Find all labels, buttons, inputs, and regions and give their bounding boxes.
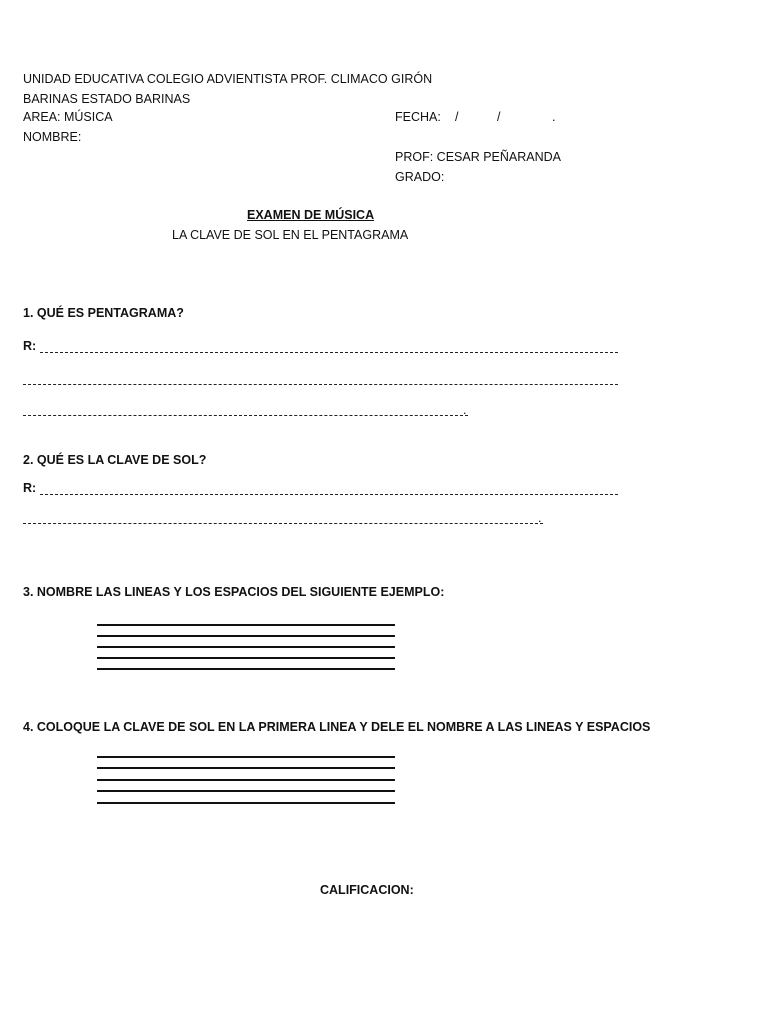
staff-line [97,668,395,670]
staff-line [97,624,395,626]
question-2: 2. QUÉ ES LA CLAVE DE SOL? [23,453,207,467]
question-4: 4. COLOQUE LA CLAVE DE SOL EN LA PRIMERA LINEA Y DELE EL NOMBRE A LAS LINEAS Y ESPACIOS [23,720,651,734]
grade-level-label: GRADO: [395,170,445,184]
exam-title: EXAMEN DE MÚSICA [247,208,375,222]
answer-line[interactable] [40,494,618,495]
date-label: FECHA: [395,110,441,124]
staff-line [97,767,395,769]
staff-example [97,622,395,672]
staff-exercise[interactable] [97,755,395,805]
staff-line [97,646,395,648]
answer-line[interactable] [23,384,618,385]
answer-label-2: R: [23,481,37,495]
answer-label-1: R: [23,339,37,353]
staff-line [97,790,395,792]
staff-line [97,802,395,804]
question-1: 1. QUÉ ES PENTAGRAMA? [23,306,184,320]
name-label: NOMBRE: [23,130,82,144]
school-name: UNIDAD EDUCATIVA COLEGIO ADVIENTISTA PROF. CLIMACO GIRÓN [23,72,433,86]
answer-line[interactable] [40,352,618,353]
answer-line[interactable] [23,523,543,524]
area-label: AREA: MÚSICA [23,110,113,124]
staff-line [97,657,395,659]
answer-end-mark-1: . [463,403,467,417]
answer-end-mark-2: . [538,511,542,525]
school-location: BARINAS ESTADO BARINAS [23,92,191,106]
staff-line [97,779,395,781]
date-separator-2: / [497,110,501,124]
staff-line [97,756,395,758]
grade-score-label: CALIFICACION: [320,883,414,897]
date-separator-1: / [455,110,459,124]
exam-subtitle: LA CLAVE DE SOL EN EL PENTAGRAMA [172,228,409,242]
teacher-label: PROF: CESAR PEÑARANDA [395,150,562,164]
answer-line[interactable] [23,415,468,416]
question-3: 3. NOMBRE LAS LINEAS Y LOS ESPACIOS DEL SIGUIENTE EJEMPLO: [23,585,445,599]
date-end: . [552,110,556,124]
staff-line [97,635,395,637]
